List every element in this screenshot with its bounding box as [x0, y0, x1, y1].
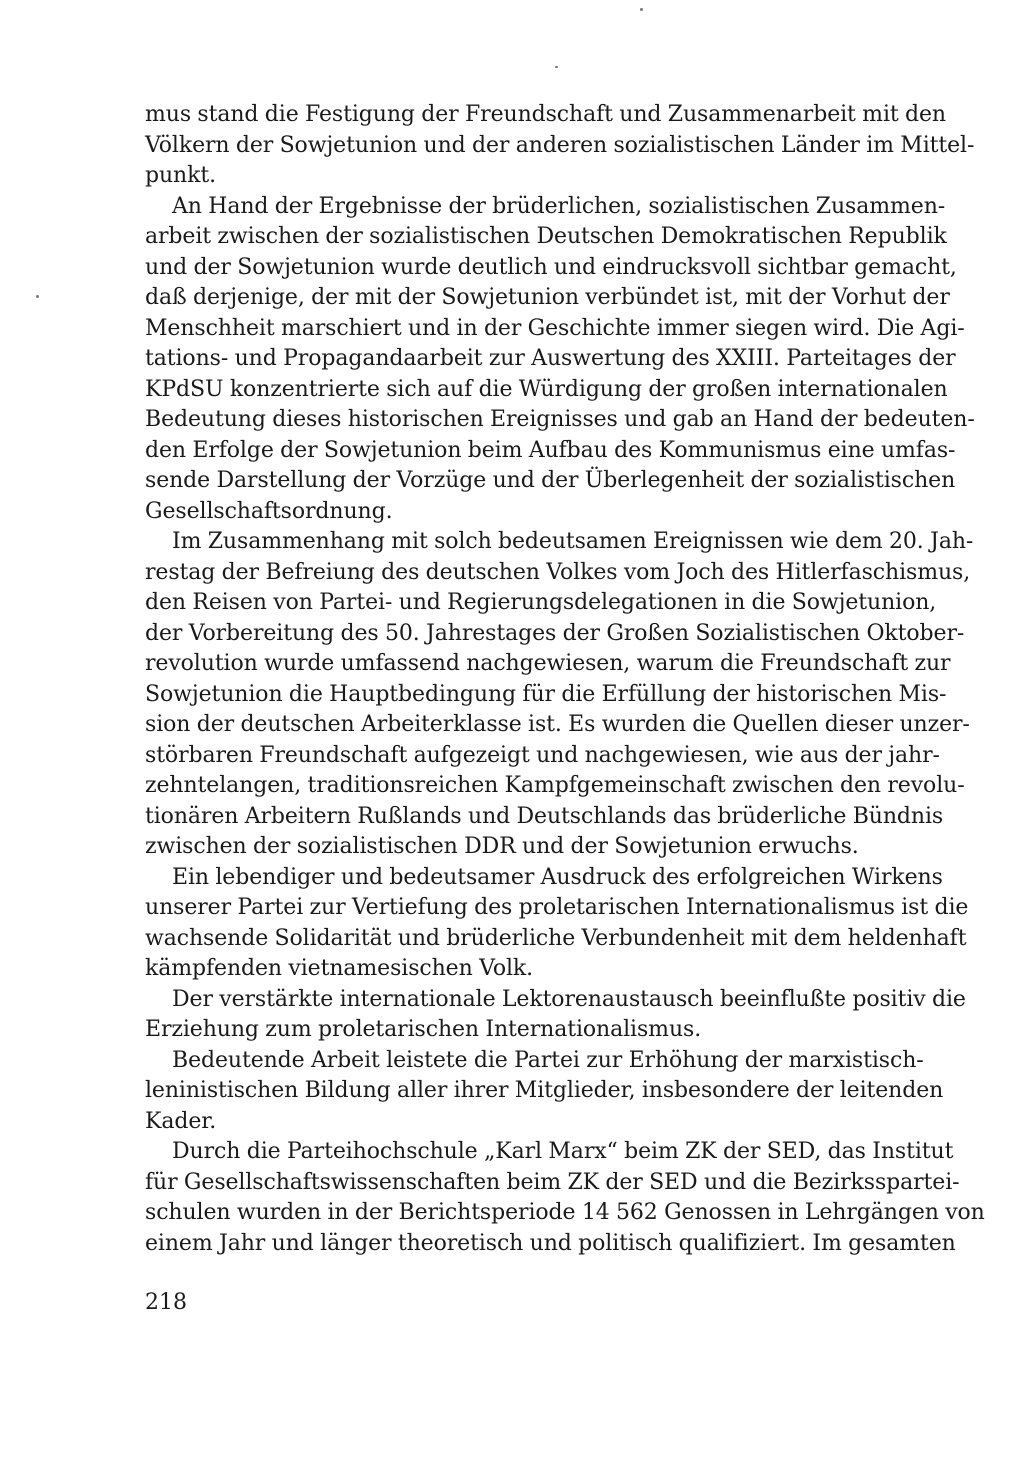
text-line: Kader. — [145, 1108, 217, 1134]
paragraph — [145, 100, 975, 192]
text-line: leninistischen Bildung aller ihrer Mitglieder, insbesondere der leitenden — [145, 1078, 944, 1103]
text-line: Durch die Parteihochschule „Karl Marx“ beim ZK der SED, das Institut — [172, 1139, 954, 1164]
text-line: KPdSU konzentrierte sich auf die Würdigung der großen internationalen — [145, 376, 948, 402]
text-line: wachsende Solidarität und brüderliche Verbundenheit mit dem heldenhaft — [145, 925, 967, 951]
text-line: Der verstärkte internationale Lektorenaustausch beeinflußte positiv die — [172, 986, 966, 1012]
text-line: Erziehung zum proletarischen Internationalismus. — [145, 1017, 702, 1042]
text-line: unserer Partei zur Vertiefung des proletarischen Internationalismus ist die — [145, 895, 969, 920]
text-line: restag der Befreiung des deutschen Volkes vom Joch des Hitlerfaschismus, — [145, 559, 971, 585]
paragraph — [145, 1137, 985, 1259]
text-line: und der Sowjetunion wurde deutlich und eindrucksvoll sichtbar gemacht, — [145, 254, 957, 280]
page-number: 218 — [145, 1290, 187, 1315]
text-line: Menschheit marschiert und in der Geschichte immer siegen wird. Die Agi- — [145, 315, 965, 341]
text-line: Bedeutung dieses historischen Ereignisses und gab an Hand der bedeuten- — [145, 407, 975, 432]
paragraph — [145, 1046, 944, 1138]
text-line: Im Zusammenhang mit solch bedeutsamen Ereignissen wie dem 20. Jah- — [172, 529, 974, 554]
text-line: schulen wurden in der Berichtsperiode 14 562 Genossen in Lehrgängen von — [145, 1200, 985, 1225]
paragraph — [145, 192, 975, 528]
body-text — [145, 100, 985, 1259]
text-line: zehntelangen, traditionsreichen Kampfgemeinschaft zwischen den revolu- — [145, 773, 965, 798]
text-line: tionären Arbeitern Rußlands und Deutschlands das brüderliche Bündnis — [145, 803, 944, 829]
paragraph — [145, 527, 974, 863]
text-line: den Reisen von Partei- und Regierungsdelegationen in die Sowjetunion, — [145, 590, 937, 615]
scan-speck — [555, 66, 558, 68]
text-line: arbeit zwischen der sozialistischen Deutschen Demokratischen Republik — [145, 224, 947, 249]
text-line: Ein lebendiger und bedeutsamer Ausdruck des erfolgreichen Wirkens — [172, 864, 943, 890]
text-line: revolution wurde umfassend nachgewiesen, warum die Freundschaft zur — [145, 651, 951, 676]
text-line: mus stand die Festigung der Freundschaft und Zusammenarbeit mit den — [145, 102, 946, 127]
text-line: tations- und Propagandaarbeit zur Auswertung des XXIII. Parteitages der — [145, 346, 956, 371]
scan-speck — [640, 8, 643, 11]
text-line: den Erfolge der Sowjetunion beim Aufbau des Kommunismus eine umfas- — [145, 437, 956, 463]
text-line: sende Darstellung der Vorzüge und der Überlegenheit der sozialistischen — [145, 468, 956, 493]
text-line: An Hand der Ergebnisse der brüderlichen, sozialistischen Zusammen- — [172, 193, 946, 219]
text-line: sion der deutschen Arbeiterklasse ist. Es wurden die Quellen dieser unzer- — [145, 712, 970, 737]
text-line: störbaren Freundschaft aufgezeigt und nachgewiesen, wie aus der jahr- — [145, 742, 940, 768]
text-line: daß derjenige, der mit der Sowjetunion verbündet ist, mit der Vorhut der — [145, 285, 950, 310]
text-line: Bedeutende Arbeit leistete die Partei zur Erhöhung der marxistisch- — [172, 1047, 924, 1073]
text-line: zwischen der sozialistischen DDR und der Sowjetunion erwuchs. — [145, 834, 859, 859]
text-line: kämpfenden vietnamesischen Volk. — [145, 956, 534, 981]
text-line: Gesellschaftsordnung. — [145, 498, 393, 524]
scan-speck — [36, 295, 39, 298]
text-line: Sowjetunion die Hauptbedingung für die Erfüllung der historischen Mis- — [145, 681, 947, 707]
paragraph — [145, 863, 969, 985]
text-line: punkt. — [145, 163, 216, 188]
text-line: für Gesellschaftswissenschaften beim ZK der SED und die Bezirksspartei- — [145, 1169, 960, 1195]
text-line: einem Jahr und länger theoretisch und politisch qualifiziert. Im gesamten — [145, 1230, 956, 1256]
text-line: der Vorbereitung des 50. Jahrestages der Großen Sozialistischen Oktober- — [145, 620, 965, 646]
paragraph — [145, 985, 966, 1046]
text-line: Völkern der Sowjetunion und der anderen sozialistischen Länder im Mittel- — [145, 132, 975, 158]
